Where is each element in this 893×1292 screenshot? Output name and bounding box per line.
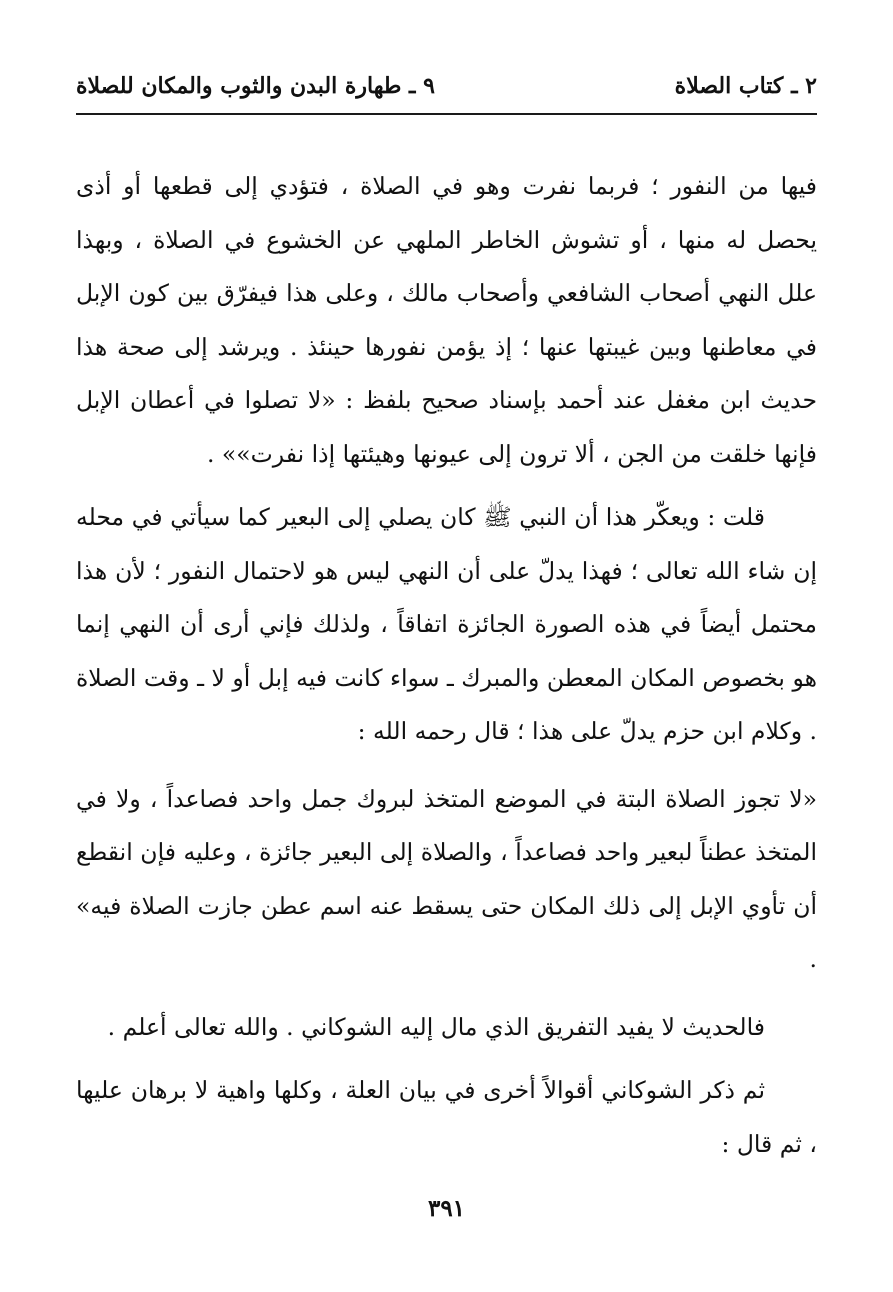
page-number: ٣٩١ (427, 1195, 466, 1222)
header-section-title: ٩ ـ طهارة البدن والثوب والمكان للصلاة (76, 73, 435, 99)
paragraph-3-quote: «لا تجوز الصلاة البتة في الموضع المتخذ لبروك جمل واحد فصاعداً ، ولا في المتخذ عطناً لبعير واحد فصاعداً ، والصلاة إلى البعير جائزة ، وعليه فإن انقطع أن تأوي الإبل إلى ذلك المكان حتى يسقط عنه اسم عطن جازت الصلاة فيه» . (76, 784, 817, 973)
paragraph-4: فالحديث لا يفيد التفريق الذي مال إليه الشوكاني . والله تعالى أعلم . (107, 1012, 765, 1041)
page-body (76, 160, 817, 1171)
paragraph-5: ثم ذكر الشوكاني أقوالاً أخرى في بيان العلة ، وكلها واهية لا برهان عليها ، ثم قال : (76, 1076, 817, 1158)
header-divider (76, 113, 817, 115)
header-chapter-title: ٢ ـ كتاب الصلاة (674, 73, 817, 99)
paragraph-1: فيها من النفور ؛ فربما نفرت وهو في الصلاة ، فتؤدي إلى قطعها أو أذى يحصل له منها ، أو تشوش الخاطر الملهي عن الخشوع في الصلاة ، وبهذا علل النهي أصحاب الشافعي وأصحاب مالك ، وعلى هذا فيفرّق بين كون الإبل في معاطنها وبين غيبتها عنها ؛ إذ يؤمن نفورها حينئذ . ويرشد إلى صحة هذا حديث ابن مغفل عند أحمد بإسناد صحيح بلفظ : «لا تصلوا في أعطان الإبل فإنها خلقت من الجن ، ألا ترون إلى عيونها وهيئتها إذا نفرت»» . (76, 172, 817, 468)
paragraph-2: قلت : ويعكّر هذا أن النبي ﷺ كان يصلي إلى البعير كما سيأتي في محله إن شاء الله تعالى ؛ فهذا يدلّ على أن النهي ليس هو لاحتمال النفور ؛ لأن هذا محتمل أيضاً في هذه الصورة الجائزة اتفاقاً ، ولذلك فإني أرى أن النهي إنما هو بخصوص المكان المعطن والمبرك ـ سواء كانت فيه إبل أو لا ـ وقت الصلاة . وكلام ابن حزم يدلّ على هذا ؛ قال رحمه الله : (76, 503, 817, 745)
running-header (76, 66, 817, 106)
